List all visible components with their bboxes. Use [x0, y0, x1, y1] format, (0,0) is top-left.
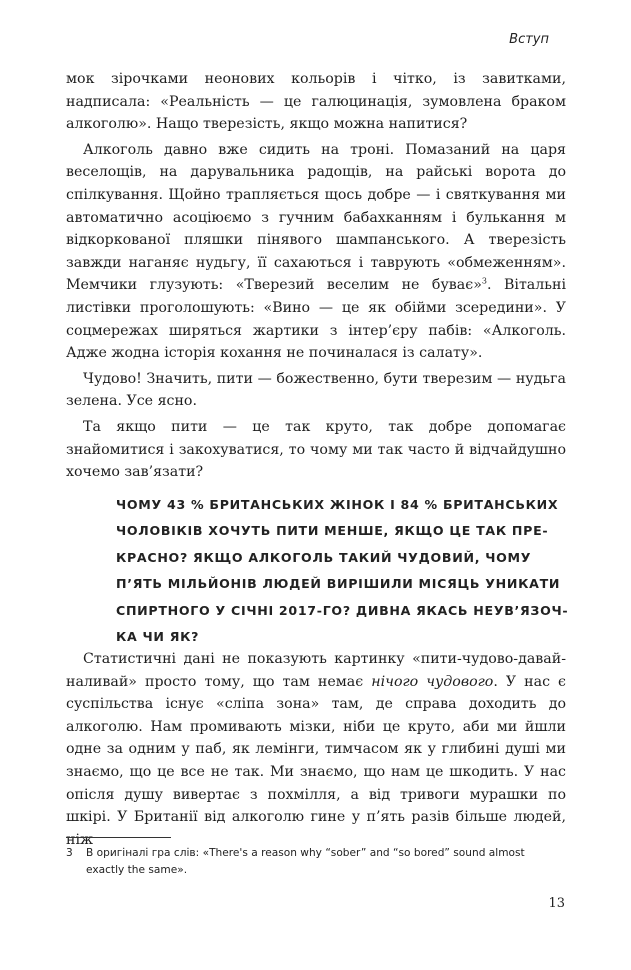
- pull-quote-line: ЧОЛОВІКІВ ХОЧУТЬ ПИТИ МЕНШЕ, ЯКЩО ЦЕ ТАК ПРЕ-: [116, 523, 549, 539]
- paragraph-3: Чудово! Значить, пити — божественно, бути тверезим — нудьга зелена. Усе ясно.: [66, 370, 566, 410]
- footnote-divider: [66, 837, 171, 838]
- paragraph-5-emphasis: нічого чудового: [371, 673, 494, 690]
- pull-quote: [116, 492, 569, 650]
- paragraph-5-end: . У нас є суспільства існує «сліпа зона» там, де справа доходить до алкоголю. Нам промивають мізки, ніби це круто, аби ми йшли одне за одним у паб, як лемінги, тимчасом як у глибині душі ми знаємо, що це все не так. Ми знаємо, що нам це шкодить. У нас опісля душу вивертає з похмілля, а від тривоги мурашки по шкірі. У Британії від алкоголю гине у п’ять разів більше людей, ніж: [66, 673, 566, 848]
- footnote: [66, 845, 566, 879]
- page-number: 13: [548, 896, 565, 911]
- pull-quote-line: ЧОМУ 43 % БРИТАНСЬКИХ ЖІНОК І 84 % БРИТАНСЬКИХ: [116, 497, 559, 512]
- paragraph-2: [66, 139, 566, 365]
- body-text-top: [66, 68, 566, 484]
- pull-quote-line: СПИРТНОГО У СІЧНІ 2017-ГО? ДИВНА ЯКАСЬ НЕУВ’ЯЗОЧ-: [116, 602, 569, 618]
- pull-quote-line: КРАСНО? ЯКЩО АЛКОГОЛЬ ТАКИЙ ЧУДОВИЙ, ЧОМУ: [116, 549, 532, 565]
- footnote-reference: 3: [481, 276, 487, 286]
- footnote-number: 3: [66, 847, 73, 859]
- paragraph-4: Та якщо пити — це так круто, так добре допомагає знайомитися і закохуватися, то чому ми так часто й відчайдушно хочемо зав’язати?: [66, 418, 566, 481]
- paragraph-2-main: Алкоголь давно вже сидить на троні. Помазаний на царя веселощів, на дарувальника радощів, на райські ворота до спілкування. Щойно трапляється щось добре — і святкування ми автоматично асоціюємо з гучним бабахканням і булькання м відкоркованої пляшки пінявого шампанського. А тверезість завжди наганяє нудьгу, її сахаються і таврують «обмеженням». Мемчики глузують: «Тверезий веселим не буває»: [66, 141, 566, 294]
- footnote-text: В оригіналі гра слів: «There's a reason why “sober” and “so bored” sound almost exactly the same».: [86, 847, 525, 876]
- body-text-bottom: [66, 648, 566, 851]
- paragraph-5-start: Статистичні дані не показують картинку «пити-чудово-давай-наливай» просто тому, що там немає: [66, 651, 566, 690]
- paragraph-2-tail: . Вітальні листівки проголошують: «Вино — це як обійми зсередини». У соцмережах ширяться жартики з інтер’єру пабів: «Алкоголь. Адже жодна історія кохання не починалася із салату».: [66, 277, 566, 362]
- paragraph-5: [66, 648, 566, 851]
- paragraph-1: мок зірочками неонових кольорів і чітко, із завитками, надписала: «Реальність — це галюцинація, зумовлена браком алкоголю». Нащо тверезість, якщо можна напитися?: [66, 71, 566, 133]
- pull-quote-line: П’ЯТЬ МІЛЬЙОНІВ ЛЮДЕЙ ВИРІШИЛИ МІСЯЦЬ УНИКАТИ: [116, 576, 561, 592]
- running-header: Вступ: [509, 32, 549, 47]
- pull-quote-line: КА ЧИ ЯК?: [116, 629, 200, 645]
